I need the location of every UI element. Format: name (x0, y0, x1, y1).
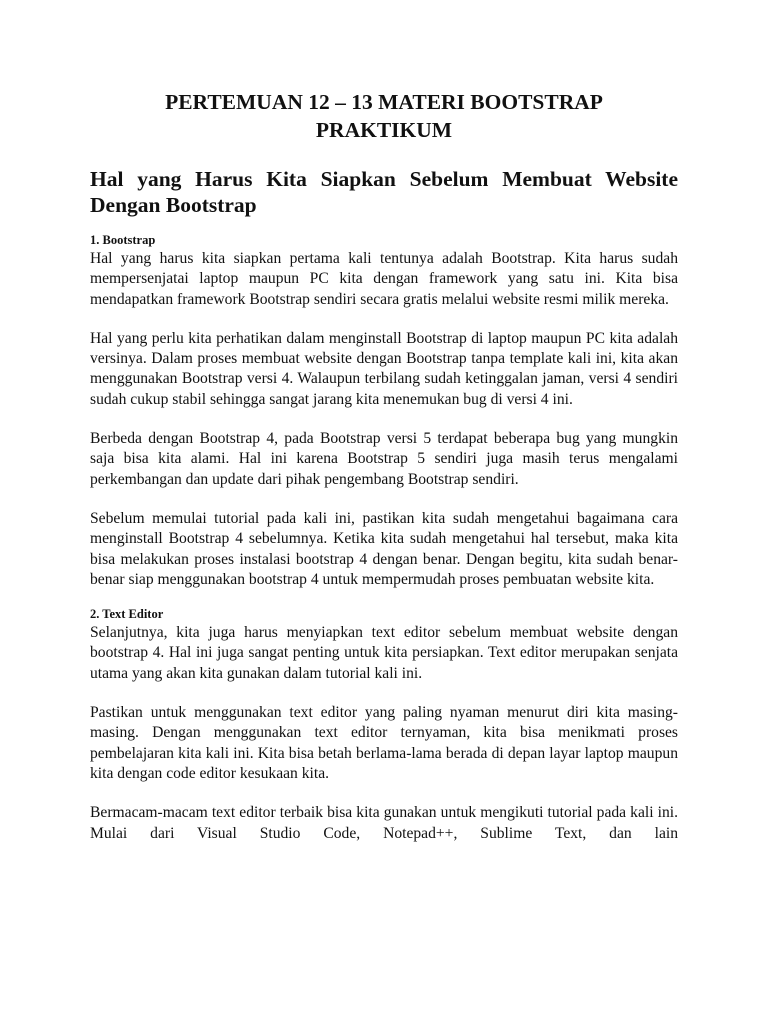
document-title-line1: PERTEMUAN 12 – 13 MATERI BOOTSTRAP (165, 90, 603, 114)
document-heading: Hal yang Harus Kita Siapkan Sebelum Membuat Website Dengan Bootstrap (90, 167, 678, 217)
document-page (90, 88, 678, 844)
paragraph: Berbeda dengan Bootstrap 4, pada Bootstrap versi 5 terdapat beberapa bug yang mungkin saja bisa kita alami. Hal ini karena Bootstrap 5 sendiri juga masih terus mengalami perkembangan dan update dari pihak pengembang Bootstrap sendiri. (90, 430, 678, 488)
document-title-line2: PRAKTIKUM (315, 118, 453, 142)
section-heading-bootstrap: 1. Bootstrap (90, 233, 156, 247)
paragraph: Bermacam-macam text editor terbaik bisa kita gunakan untuk mengikuti tutorial pada kali ini. Mulai dari Visual Studio Code, Notepad++, Sublime Text, dan lain (90, 804, 678, 842)
paragraph: Hal yang harus kita siapkan pertama kali tentunya adalah Bootstrap. Kita harus sudah mempersenjatai laptop maupun PC kita dengan framework yang satu ini. Kita bisa mendapatkan framework Bootstrap sendiri secara gratis melalui website resmi milik mereka. (90, 250, 678, 308)
paragraph: Pastikan untuk menggunakan text editor yang paling nyaman menurut diri kita masing-masing. Dengan menggunakan text editor ternyaman, kita bisa menikmati proses pembelajaran kita kali ini. Kita bisa betah berlama-lama berada di depan layar laptop maupun kita dengan code editor kesukaan kita. (90, 704, 678, 782)
document-title (90, 88, 678, 144)
paragraph: Sebelum memulai tutorial pada kali ini, pastikan kita sudah mengetahui bagaimana cara menginstall Bootstrap 4 sebelumnya. Ketika kita sudah mengetahui hal tersebut, maka kita bisa melakukan proses instalasi bootstrap 4 dengan benar. Dengan begitu, kita sudah benar-benar siap menggunakan bootstrap 4 untuk mempermudah proses pembuatan website kita. (90, 509, 678, 588)
paragraph: Selanjutnya, kita juga harus menyiapkan text editor sebelum membuat website dengan bootstrap 4. Hal ini juga sangat penting untuk kita persiapkan. Text editor merupakan senjata utama yang akan kita gunakan dalam tutorial kali ini. (90, 624, 678, 682)
paragraph: Hal yang perlu kita perhatikan dalam menginstall Bootstrap di laptop maupun PC kita adalah versinya. Dalam proses membuat website dengan Bootstrap tanpa template kali ini, kita akan menggunakan Bootstrap versi 4. Walaupun terbilang sudah ketinggalan jaman, versi 4 sendiri sudah cukup stabil sehingga sangat jarang kita menemukan bug di versi 4 ini. (90, 329, 678, 408)
section-heading-text-editor: 2. Text Editor (90, 607, 164, 622)
